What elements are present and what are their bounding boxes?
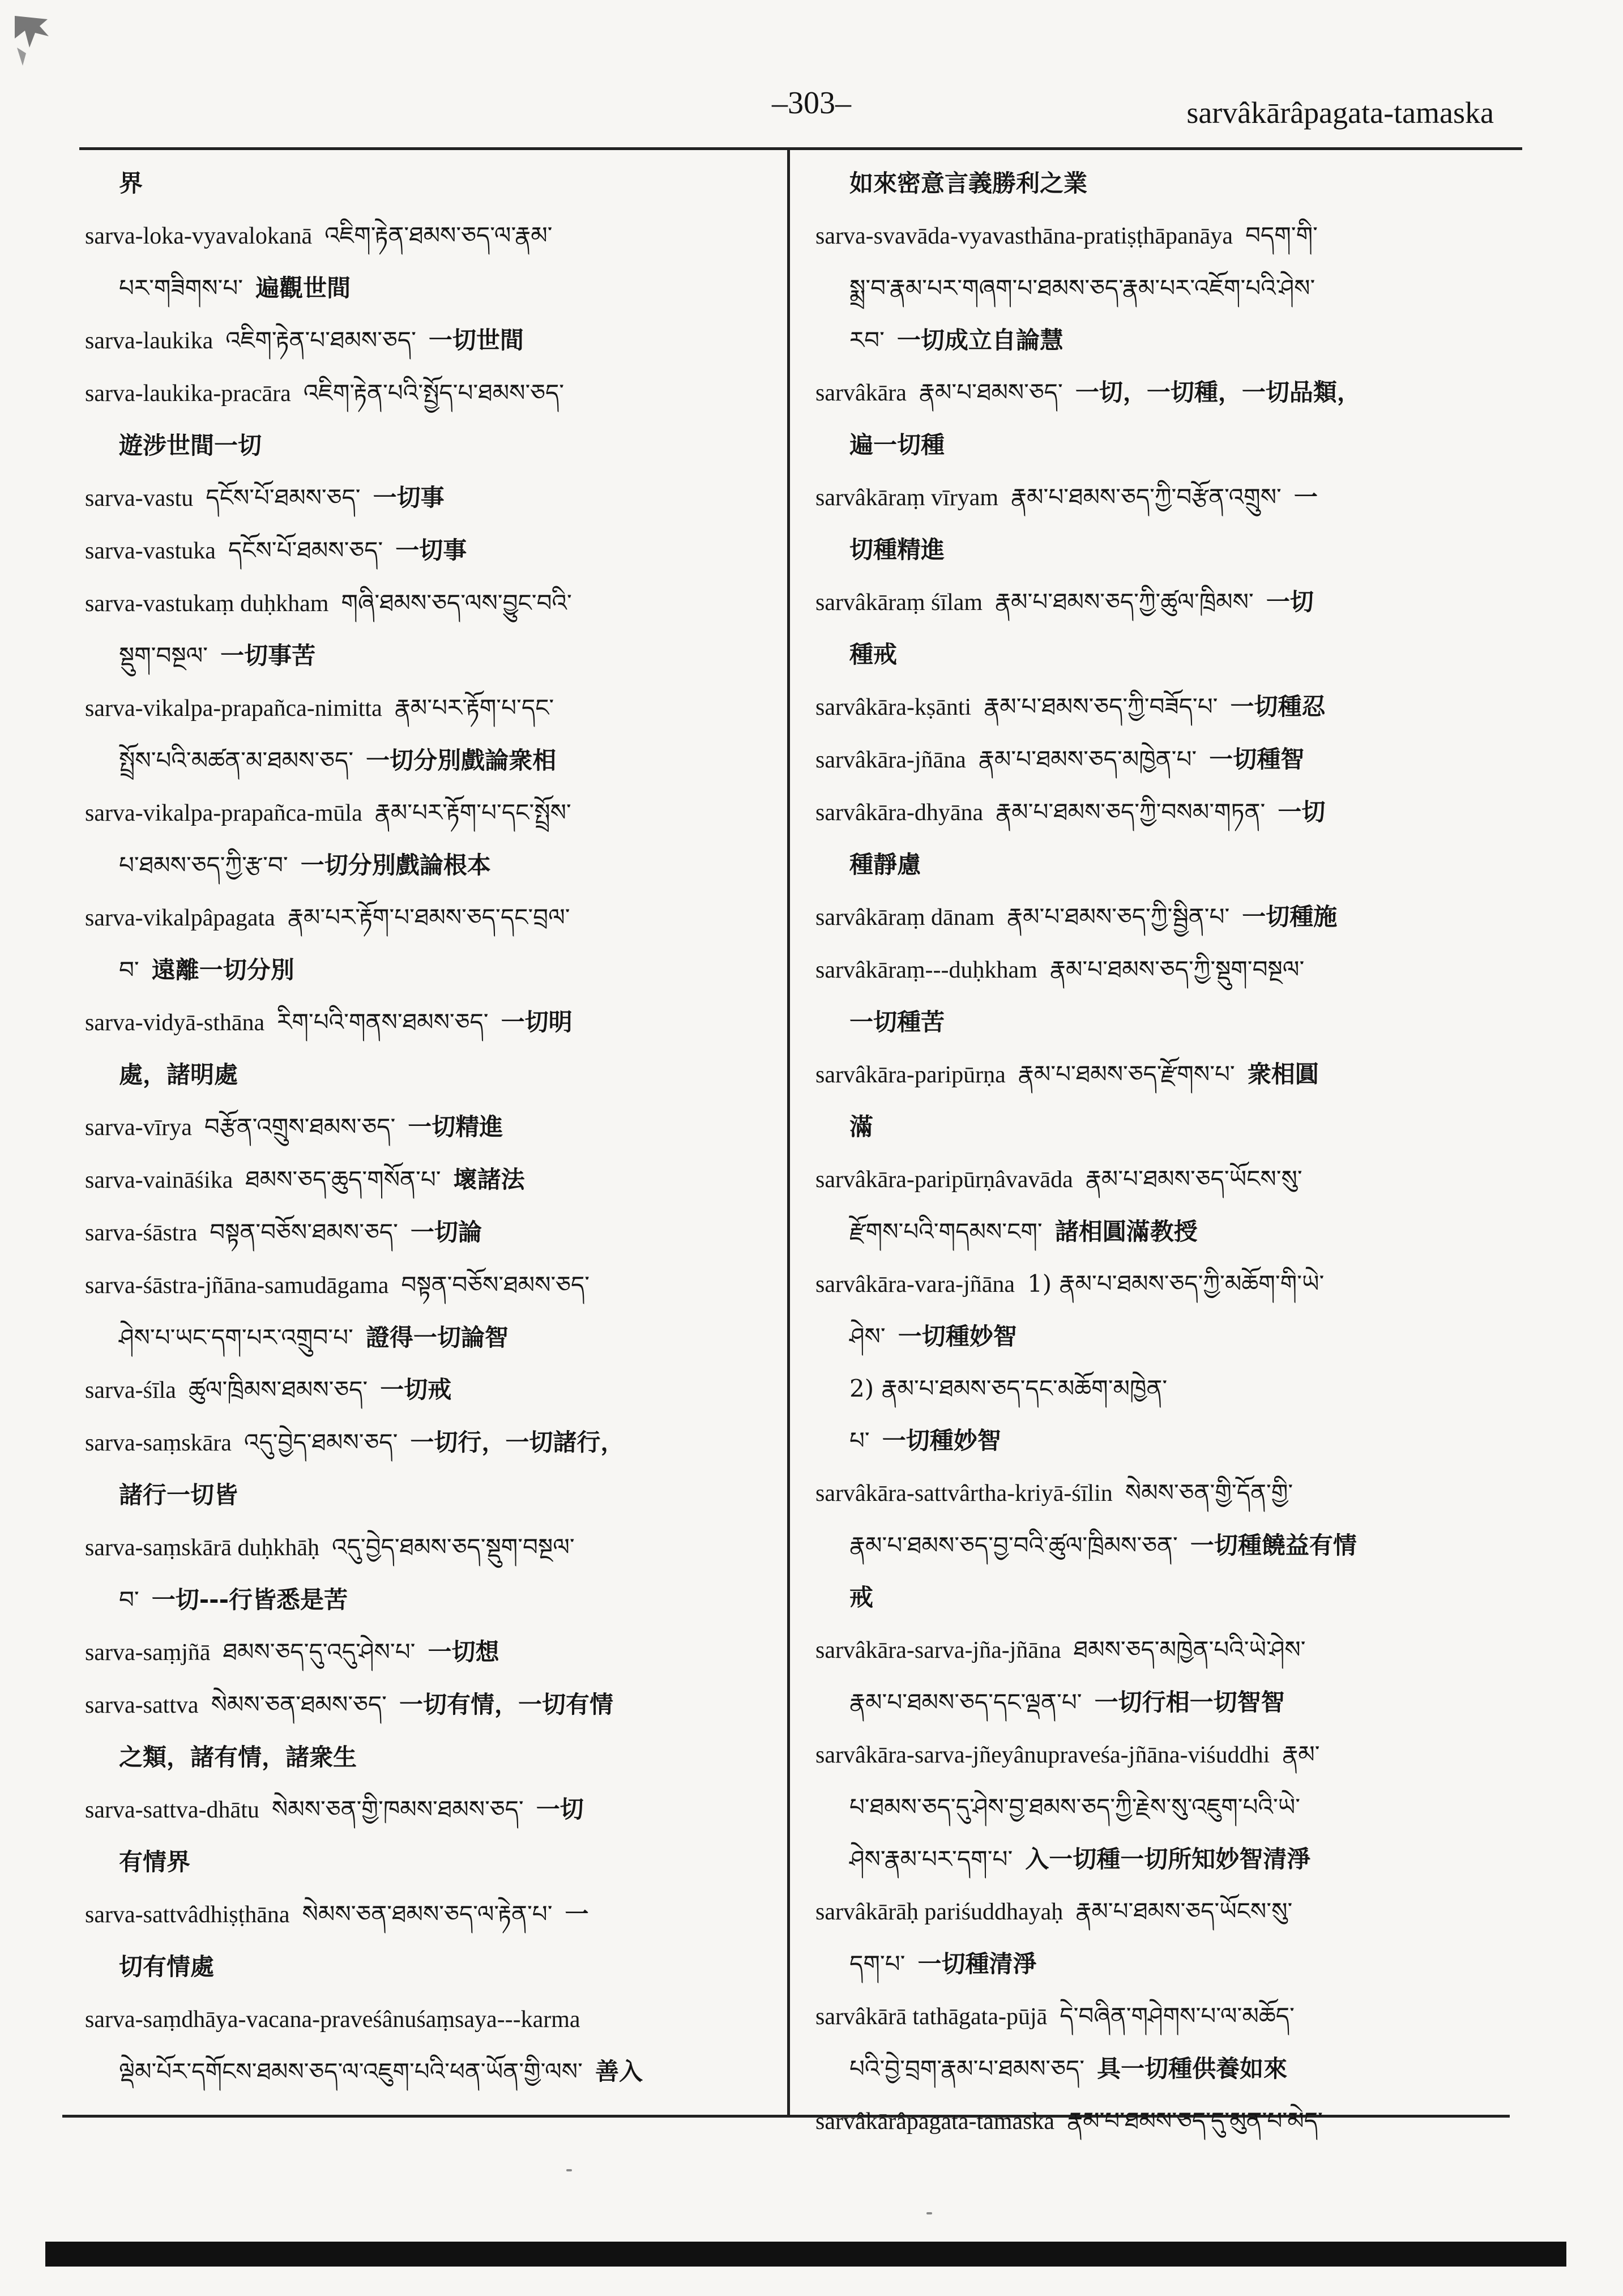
entry-line <box>85 1731 753 1783</box>
chinese-equivalent: 一切 <box>1266 588 1314 616</box>
running-head: sarvâkārâpagata-tamaska <box>1186 96 1494 130</box>
dictionary-entry <box>815 1258 1484 1467</box>
chinese-equivalent: 一切精進 <box>408 1113 503 1141</box>
chinese-equivalent: 遍觀世間 <box>255 274 351 302</box>
headword: sarva-vīrya <box>85 1115 192 1141</box>
entry-line <box>85 1888 753 1941</box>
chinese-equivalent: 遍一切種 <box>849 431 945 459</box>
headword: sarva-śāstra <box>85 1220 198 1246</box>
entry-line <box>815 419 1484 471</box>
tibetan-equivalent: གཞི་ཐམས་ཅད་ལས་བྱུང་བའི་ <box>341 589 572 617</box>
scan-speck <box>926 2212 932 2214</box>
chinese-equivalent: 一切種忍 <box>1230 693 1326 720</box>
entry-line <box>85 1941 753 1993</box>
entry-line <box>815 314 1484 366</box>
chinese-equivalent: 一切種施 <box>1242 903 1338 931</box>
chinese-equivalent: 一切行，一切諸行， <box>410 1428 625 1456</box>
dictionary-entry <box>85 787 753 891</box>
headword: sarva-sattvâdhiṣṭhāna <box>85 1902 290 1928</box>
entry-line <box>815 944 1484 996</box>
tibetan-equivalent: བསྟན་བཅོས་ཐམས་ཅད་ <box>401 1271 590 1299</box>
headword: sarva-vastukaṃ duḥkham <box>85 591 329 617</box>
entry-line <box>815 576 1484 629</box>
entry-line <box>815 1990 1484 2043</box>
entry-line <box>815 786 1484 839</box>
dictionary-entry <box>85 157 753 210</box>
tibetan-equivalent: རྣམ་པ་ཐམས་ཅད་རྫོགས་པ་ <box>1018 1060 1235 1088</box>
chinese-equivalent: 善入 <box>595 2058 643 2085</box>
tibetan-equivalent: རྣམ་པ་ཐམས་ཅད་དང་ལྡན་པ་ <box>849 1688 1082 1716</box>
tibetan-equivalent: པར་གཟིགས་པ་ <box>119 274 244 302</box>
entry-line <box>85 1312 753 1364</box>
dictionary-entry <box>85 891 753 996</box>
dictionary-entry <box>85 577 753 682</box>
headword: sarva-saṃdhāya-vacana-praveśânuśaṃsaya---karma <box>85 2007 580 2033</box>
entry-line <box>815 891 1484 944</box>
chinese-equivalent: 一切分別戲論衆相 <box>366 746 557 774</box>
chinese-equivalent: 一切種清淨 <box>917 1950 1037 1978</box>
tibetan-equivalent: སེམས་ཅན་གྱི་ཁམས་ཐམས་ཅད་ <box>271 1795 524 1823</box>
tibetan-equivalent: བ་ <box>119 956 139 984</box>
tibetan-equivalent: ཐམས་ཅད་ཆུད་གསོན་པ་ <box>245 1166 441 1193</box>
dictionary-entry <box>85 524 753 577</box>
headword: sarva-śīla <box>85 1377 176 1403</box>
headword: sarvâkāra-sattvârtha-kriyā-śīlin <box>815 1480 1113 1507</box>
entry-line <box>815 1520 1484 1572</box>
entry-line <box>815 629 1484 681</box>
chinese-equivalent: 一切種妙智 <box>882 1427 1001 1454</box>
entry-line <box>815 471 1484 524</box>
dictionary-entry <box>815 681 1484 733</box>
chinese-equivalent: 一 <box>565 1900 589 1928</box>
entry-line <box>85 210 753 262</box>
chinese-equivalent: 一切 <box>536 1795 584 1823</box>
entry-line <box>85 944 753 996</box>
dictionary-entry <box>815 1153 1484 1258</box>
tibetan-equivalent: སྨྲ་བ་རྣམ་པར་གཞག་པ་ཐམས་ཅད་རྣམ་པར་འཇོག་པའི་ཤེས་ <box>849 274 1316 302</box>
chinese-equivalent: 一切世間 <box>428 326 524 354</box>
entry-line <box>85 1783 753 1836</box>
tibetan-equivalent: ཐམས་ཅད་མཁྱེན་པའི་ཡེ་ཤེས་ <box>1073 1636 1306 1663</box>
dictionary-entry <box>815 210 1484 366</box>
headword: sarva-saṃskāra <box>85 1430 232 1456</box>
entry-line <box>815 1572 1484 1624</box>
dictionary-entry <box>815 1990 1484 2095</box>
entry-line <box>815 1206 1484 1258</box>
headword: sarvâkārā tathāgata-pūjā <box>815 2004 1048 2030</box>
entry-line <box>815 1258 1484 1311</box>
entry-line <box>815 1833 1484 1885</box>
dictionary-entry <box>815 157 1484 210</box>
dictionary-entry <box>85 472 753 524</box>
chinese-equivalent: 諸行一切皆 <box>119 1481 238 1509</box>
tibetan-equivalent: རྣམ་པར་རྟོག་པ་དང་ <box>394 694 554 722</box>
entry-line <box>815 1624 1484 1676</box>
tibetan-equivalent: བ་ <box>119 1586 139 1614</box>
scan-speck <box>566 2169 572 2171</box>
headword: sarva-loka-vyavalokanā <box>85 223 313 249</box>
dictionary-entry <box>85 1993 753 2098</box>
chinese-equivalent: 一切分別戲論根本 <box>300 851 491 879</box>
headword: sarvâkāraṃ vīryam <box>815 485 999 511</box>
dictionary-entry <box>85 1416 753 1521</box>
entry-line <box>815 996 1484 1048</box>
tibetan-equivalent: རྣམ་པ་ཐམས་ཅད་ཀྱི་བཟོད་པ་ <box>984 693 1218 720</box>
chinese-equivalent: 遠離一切分別 <box>151 956 294 984</box>
entry-line <box>815 839 1484 891</box>
headword: sarva-sattva-dhātu <box>85 1797 259 1823</box>
chinese-equivalent: 一切行相一切智智 <box>1094 1688 1285 1716</box>
top-rule <box>79 147 1522 150</box>
entry-line <box>815 1153 1484 1206</box>
entry-line <box>815 1885 1484 1938</box>
headword: sarva-śāstra-jñāna-samudāgama <box>85 1273 389 1299</box>
tibetan-equivalent: དངོས་པོ་ཐམས་ཅད་ <box>228 536 383 564</box>
chinese-equivalent: 一切論 <box>410 1218 482 1246</box>
dictionary-entry <box>85 1101 753 1154</box>
chinese-equivalent: 具一切種供養如來 <box>1097 2055 1288 2082</box>
tibetan-equivalent: སྤྲོས་པའི་མཚན་མ་ཐམས་ཅད་ <box>119 746 354 774</box>
entry-line <box>815 1311 1484 1363</box>
headword: sarva-vidyā-sthāna <box>85 1010 265 1036</box>
tibetan-equivalent: བདག་གི་ <box>1245 221 1318 249</box>
entry-line <box>85 1154 753 1206</box>
headword: sarva-laukika-pracāra <box>85 381 291 407</box>
left-column <box>85 157 753 2098</box>
tibetan-equivalent: པ་ <box>849 1427 870 1454</box>
dictionary-entry <box>85 1259 753 1364</box>
tibetan-equivalent: རིག་པའི་གནས་ཐམས་ཅད་ <box>277 1008 489 1036</box>
tibetan-equivalent: 1) རྣམ་པ་ཐམས་ཅད་ཀྱི་མཆོག་གི་ཡེ་ <box>1027 1270 1325 1298</box>
headword: sarvâkāra-paripūrṇa <box>815 1062 1006 1088</box>
tibetan-equivalent: སྡུག་བསྔལ་ <box>119 642 208 669</box>
headword: sarvâkārâpagata-tamaska <box>815 2109 1055 2135</box>
chinese-equivalent: 一切有情，一切有情 <box>399 1691 614 1718</box>
tibetan-equivalent: ཤེས་རྣམ་པར་དག་པ་ <box>849 1845 1013 1873</box>
chinese-equivalent: 一切成立自論慧 <box>896 326 1064 354</box>
chinese-equivalent: 一切明 <box>501 1008 573 1036</box>
entry-line <box>815 210 1484 262</box>
chinese-equivalent: 證得一切論智 <box>365 1324 509 1351</box>
tibetan-equivalent: རྣམ་པ་ཐམས་ཅད་དུ་མུན་པ་མེད་ <box>1067 2107 1323 2135</box>
chinese-equivalent: 一切---行皆悉是苦 <box>151 1586 348 1614</box>
chinese-equivalent: 滿 <box>849 1113 874 1141</box>
tibetan-equivalent: རྣམ་པ་ཐམས་ཅད་ཀྱི་སྦྱིན་པ་ <box>1007 903 1230 931</box>
entry-line <box>85 682 753 735</box>
tibetan-equivalent: རྫོགས་པའི་གདམས་ངག་ <box>849 1218 1043 1245</box>
chinese-equivalent: 有情界 <box>119 1848 191 1876</box>
entry-line <box>85 1259 753 1312</box>
headword: sarva-svavāda-vyavasthāna-pratiṣṭhāpanāya <box>815 223 1233 249</box>
tibetan-equivalent: ཤེས་པ་ཡང་དག་པར་འགྲུབ་པ་ <box>119 1324 353 1351</box>
dictionary-entry <box>815 944 1484 1048</box>
entry-line <box>85 367 753 420</box>
chinese-equivalent: 一切事 <box>373 484 445 511</box>
chinese-equivalent: 入一切種一切所知妙智清淨 <box>1025 1845 1311 1873</box>
chinese-equivalent: 處，諸明處 <box>119 1061 238 1089</box>
dictionary-entry <box>85 1783 753 1888</box>
entry-line <box>815 1781 1484 1833</box>
entry-line <box>815 2095 1484 2148</box>
tibetan-equivalent: རྣམ་པ་ཐམས་ཅད་ <box>919 378 1063 406</box>
headword: sarvâkāra-vara-jñāna <box>815 1271 1015 1298</box>
tibetan-equivalent: ལྡེམ་པོར་དགོངས་ཐམས་ཅད་ལ་འཇུག་པའི་ཕན་ཡོན་གྱི་ལས་ <box>119 2058 583 2085</box>
headword: sarvâkāra-sarva-jña-jñāna <box>815 1637 1061 1663</box>
tibetan-equivalent: རྣམ་པ་ཐམས་ཅད་ཀྱི་ཚུལ་ཁྲིམས་ <box>995 588 1254 616</box>
entry-line <box>815 1676 1484 1729</box>
entry-line <box>815 366 1484 419</box>
entry-line <box>85 1416 753 1469</box>
dictionary-entry <box>85 1364 753 1416</box>
tibetan-equivalent: པ་ཐམས་ཅད་དུ་ཤེས་བྱ་ཐམས་ཅད་ཀྱི་རྗེས་སུ་འཇུག་པའི་ཡེ་ <box>849 1793 1301 1821</box>
scan-edge-band <box>45 2242 1566 2267</box>
chinese-equivalent: 界 <box>119 169 143 197</box>
headword: sarvâkāraṃ śīlam <box>815 590 983 616</box>
headword: sarvâkāra-paripūrṇâvavāda <box>815 1167 1073 1193</box>
tibetan-equivalent: པའི་བྱེ་བྲག་རྣམ་པ་ཐམས་ཅད་ <box>849 2055 1085 2082</box>
headword: sarva-vikalpâpagata <box>85 905 275 931</box>
entry-line <box>85 420 753 472</box>
dictionary-entry <box>815 786 1484 891</box>
chinese-equivalent: 遊涉世間一切 <box>119 432 262 459</box>
tibetan-equivalent: རྣམ་པ་ཐམས་ཅད་ཀྱི་བརྩོན་འགྲུས་ <box>1011 483 1282 511</box>
dictionary-entry <box>815 2095 1484 2148</box>
dictionary-entry <box>815 1729 1484 1885</box>
entry-line <box>85 577 753 630</box>
entry-line <box>815 1938 1484 1990</box>
entry-line <box>85 1521 753 1574</box>
chinese-equivalent: 如來密意言義勝利之業 <box>849 169 1088 197</box>
headword: sarva-laukika <box>85 328 213 354</box>
tibetan-equivalent: རྣམ་པ་ཐམས་ཅད་བྱ་བའི་ཚུལ་ཁྲིམས་ཅན་ <box>849 1531 1178 1559</box>
tibetan-equivalent: སེམས་ཅན་ཐམས་ཅད་ལ་རྟེན་པ་ <box>302 1900 553 1928</box>
entry-line <box>815 681 1484 733</box>
dictionary-entry <box>85 996 753 1101</box>
chinese-equivalent: 切有情處 <box>119 1953 215 1981</box>
tibetan-equivalent: འདུ་བྱེད་ཐམས་ཅད་སྡུག་བསྔལ་ <box>332 1533 575 1561</box>
tibetan-equivalent: རྣམ་ <box>1282 1740 1320 1768</box>
tibetan-equivalent: དངོས་པོ་ཐམས་ཅད་ <box>206 484 361 511</box>
chinese-equivalent: 一切戒 <box>380 1376 452 1403</box>
headword: sarvâkāra-jñāna <box>815 747 966 773</box>
entry-line <box>85 472 753 524</box>
dictionary-entry <box>815 1624 1484 1729</box>
dictionary-entry <box>815 1885 1484 1990</box>
entry-line <box>85 630 753 682</box>
chinese-equivalent: 一切事苦 <box>220 642 316 669</box>
dictionary-entry <box>85 314 753 367</box>
dictionary-entry <box>85 367 753 472</box>
headword: sarva-vaināśika <box>85 1167 233 1193</box>
entry-line <box>85 1469 753 1521</box>
tibetan-equivalent: རྣམ་པ་ཐམས་ཅད་ཡོངས་སུ་ <box>1085 1165 1302 1193</box>
entry-line <box>815 1415 1484 1467</box>
entry-line <box>815 157 1484 210</box>
headword: sarvâkāra-sarva-jñeyânupraveśa-jñāna-viśuddhi <box>815 1742 1270 1768</box>
tibetan-equivalent: རྣམ་པ་ཐམས་ཅད་ཡོངས་སུ་ <box>1075 1897 1293 1925</box>
tibetan-equivalent: རབ་ <box>849 326 885 354</box>
dictionary-entry <box>815 1048 1484 1153</box>
entry-line <box>815 262 1484 314</box>
entry-line <box>815 733 1484 786</box>
dictionary-entry <box>815 891 1484 944</box>
entry-line <box>815 1101 1484 1153</box>
right-column <box>815 157 1484 2148</box>
dictionary-entry <box>815 471 1484 576</box>
headword: sarva-vastuka <box>85 538 216 564</box>
entry-line <box>85 1049 753 1101</box>
headword: sarva-vastu <box>85 485 194 511</box>
entry-line <box>85 2046 753 2098</box>
entry-line <box>85 524 753 577</box>
chinese-equivalent: 切種精進 <box>849 536 945 564</box>
tibetan-equivalent: 2) རྣམ་པ་ཐམས་ཅད་དང་མཆོག་མཁྱེན་ <box>849 1375 1168 1402</box>
headword: sarva-saṃskārā duḥkhāḥ <box>85 1535 320 1561</box>
tibetan-equivalent: རྣམ་པ་ཐམས་ཅད་མཁྱེན་པ་ <box>978 745 1197 773</box>
tibetan-equivalent: བརྩོན་འགྲུས་ཐམས་ཅད་ <box>204 1113 396 1141</box>
page-number: –303– <box>772 86 851 121</box>
entry-line <box>815 1729 1484 1781</box>
dictionary-entry <box>85 1679 753 1783</box>
entry-line <box>85 891 753 944</box>
chinese-equivalent: 壞諸法 <box>453 1166 525 1193</box>
tibetan-equivalent: སེམས་ཅན་ཐམས་ཅད་ <box>211 1691 387 1718</box>
chinese-equivalent: 一切 <box>1278 798 1326 826</box>
headword: sarvâkāra-dhyāna <box>815 800 984 826</box>
entry-line <box>85 1206 753 1259</box>
dictionary-entry <box>815 733 1484 786</box>
entry-line <box>85 1679 753 1731</box>
headword: sarva-vikalpa-prapañca-mūla <box>85 800 362 826</box>
tibetan-equivalent: སེམས་ཅན་གྱི་དོན་གྱི་ <box>1125 1479 1293 1507</box>
entry-line <box>815 1363 1484 1415</box>
chinese-equivalent: 一切想 <box>428 1638 499 1666</box>
chinese-equivalent: 種戒 <box>849 641 898 668</box>
dictionary-entry <box>85 1154 753 1206</box>
chinese-equivalent: 一 <box>1293 483 1318 511</box>
entry-line <box>815 524 1484 576</box>
tibetan-equivalent: བསྟན་བཅོས་ཐམས་ཅད་ <box>210 1218 398 1246</box>
tibetan-equivalent: པ་ཐམས་ཅད་ཀྱི་རྩ་བ་ <box>119 851 288 879</box>
tibetan-equivalent: དེ་བཞིན་གཤེགས་པ་ལ་མཆོད་ <box>1060 2002 1295 2030</box>
tibetan-equivalent: རྣམ་པ་ཐམས་ཅད་ཀྱི་བསམ་གཏན་ <box>996 798 1266 826</box>
entry-line <box>85 1626 753 1679</box>
tibetan-equivalent: དག་པ་ <box>849 1950 906 1978</box>
entry-line <box>815 1048 1484 1101</box>
headword: sarvâkāra-kṣānti <box>815 694 972 720</box>
entry-line <box>85 996 753 1049</box>
chinese-equivalent: 一切種苦 <box>849 1008 945 1036</box>
dictionary-entry <box>815 576 1484 681</box>
chinese-equivalent: 衆相圓 <box>1247 1060 1319 1088</box>
chinese-equivalent: 戒 <box>849 1584 874 1611</box>
dictionary-entry <box>85 1626 753 1679</box>
dictionary-entry <box>85 1521 753 1626</box>
column-divider <box>787 148 790 2116</box>
headword: sarvâkāra <box>815 380 907 406</box>
entry-line <box>815 1467 1484 1520</box>
entry-line <box>85 1364 753 1416</box>
tibetan-equivalent: འཇིག་རྟེན་པའི་སྤྱོད་པ་ཐམས་ཅད་ <box>303 379 565 407</box>
headword: sarva-saṃjñā <box>85 1640 211 1666</box>
entry-line <box>85 787 753 839</box>
entry-line <box>85 314 753 367</box>
tibetan-equivalent: ཐམས་ཅད་དུ་འདུ་ཤེས་པ་ <box>223 1638 416 1666</box>
headword: sarvâkārāḥ pariśuddhayaḥ <box>815 1899 1064 1925</box>
tibetan-equivalent: ཚུལ་ཁྲིམས་ཐམས་ཅད་ <box>188 1376 368 1403</box>
dictionary-entry <box>815 366 1484 471</box>
entry-line <box>85 1993 753 2046</box>
chinese-equivalent: 諸相圓滿教授 <box>1054 1218 1198 1245</box>
tibetan-equivalent: རྣམ་པར་རྟོག་པ་ཐམས་ཅད་དང་བྲལ་ <box>287 903 570 931</box>
tibetan-equivalent: འཇིག་རྟེན་པ་ཐམས་ཅད་ <box>225 326 416 354</box>
entry-line <box>85 735 753 787</box>
scan-corner-mark <box>12 14 52 68</box>
dictionary-entry <box>85 682 753 787</box>
chinese-equivalent: 一切事 <box>395 536 467 564</box>
chinese-equivalent: 一切，一切種，一切品類， <box>1075 378 1361 406</box>
dictionary-entry <box>85 1888 753 1993</box>
entry-line <box>85 262 753 314</box>
entry-line <box>85 157 753 210</box>
entry-line <box>85 1836 753 1888</box>
chinese-equivalent: 之類，諸有情，諸衆生 <box>119 1743 357 1771</box>
dictionary-entry <box>815 1467 1484 1624</box>
entry-line <box>85 1574 753 1626</box>
chinese-equivalent: 種靜慮 <box>849 851 921 878</box>
tibetan-equivalent: ཤེས་ <box>849 1322 886 1350</box>
entry-line <box>85 839 753 891</box>
entry-line <box>815 2043 1484 2095</box>
tibetan-equivalent: འདུ་བྱེད་ཐམས་ཅད་ <box>244 1428 398 1456</box>
entry-line <box>85 1101 753 1154</box>
tibetan-equivalent: འཇིག་རྟེན་ཐམས་ཅད་ལ་རྣམ་ <box>324 221 553 249</box>
tibetan-equivalent: རྣམ་པ་ཐམས་ཅད་ཀྱི་སྡུག་བསྔལ་ <box>1049 955 1305 983</box>
chinese-equivalent: 一切種妙智 <box>898 1322 1017 1350</box>
headword: sarvâkāraṃ---duḥkham <box>815 957 1037 983</box>
chinese-equivalent: 一切種智 <box>1209 745 1305 773</box>
dictionary-entry <box>85 1206 753 1259</box>
chinese-equivalent: 一切種饒益有情 <box>1190 1531 1357 1559</box>
headword: sarva-sattva <box>85 1692 199 1718</box>
headword: sarva-vikalpa-prapañca-nimitta <box>85 695 382 722</box>
dictionary-entry <box>85 210 753 314</box>
tibetan-equivalent: རྣམ་པར་རྟོག་པ་དང་སྤྲོས་ <box>374 799 571 826</box>
headword: sarvâkāraṃ dānam <box>815 904 995 931</box>
